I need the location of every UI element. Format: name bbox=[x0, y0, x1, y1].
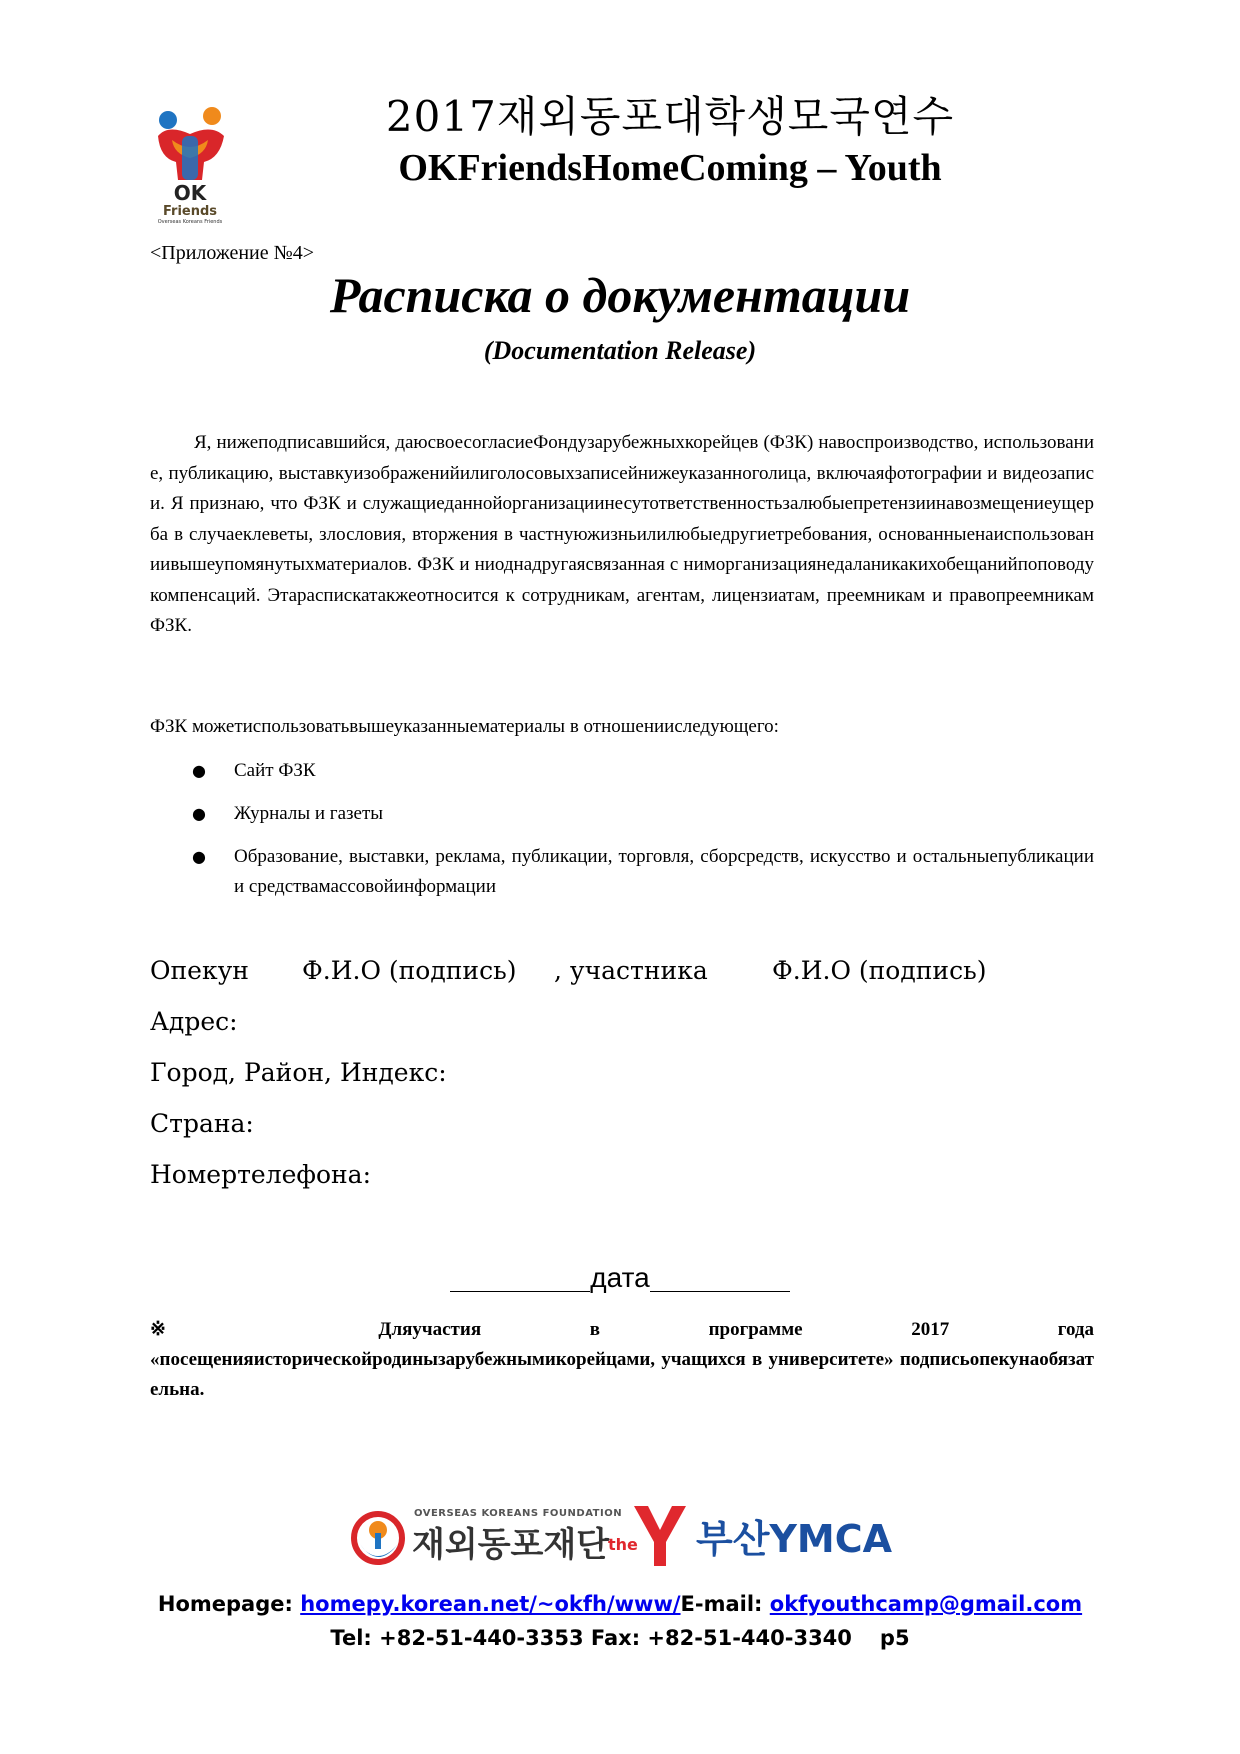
guardian-label: Опекун bbox=[150, 956, 249, 985]
foundation-name-ko: 재외동포재단 bbox=[412, 1525, 610, 1565]
address-field[interactable]: Адрес: bbox=[150, 1007, 238, 1036]
guardian-note bbox=[150, 1315, 1094, 1405]
homepage-label: Homepage: bbox=[157, 1592, 293, 1616]
header-title-english: OKFriendsHomeComing – Youth bbox=[398, 147, 942, 189]
footer-contact bbox=[0, 1592, 1240, 1616]
city-district-zip-field[interactable]: Город, Район, Индекс: bbox=[150, 1058, 447, 1087]
bullet-icon: ● bbox=[192, 804, 206, 823]
email-link[interactable]: okfyouthcamp@gmail.com bbox=[769, 1592, 1083, 1616]
logo-tagline: Overseas Koreans Friends bbox=[157, 219, 223, 224]
foundation-name-en: OVERSEAS KOREANS FOUNDATION bbox=[414, 1508, 623, 1519]
bullet-icon: ● bbox=[192, 847, 206, 866]
participant-label: , участника bbox=[554, 956, 708, 985]
homepage-link[interactable]: homepy.korean.net/~okfh/www/ bbox=[300, 1592, 681, 1616]
bullet-icon: ● bbox=[192, 761, 206, 780]
tel-fax: Tel: +82-51-440-3353 Fax: +82-51-440-3340 bbox=[330, 1626, 852, 1650]
uses-list bbox=[150, 756, 1094, 915]
footer-phone bbox=[0, 1626, 1240, 1650]
release-paragraph: Я, нижеподписавшийся, даюсвоесогласиеФондузарубежныхкорейцев (ФЗК) навоспроизводство, использование, публикацию, выставкуизображенийилиголосовыхзаписейнижеуказанноголица, включаяфотографии и видеозаписи. Я признаю, что ФЗК и служащиеданнойорганизациинесутответственностьзалюбыепретензиинавозмещениеущерба в случаеклеветы, злословия, вторжения в частнуюжизньилилюбыедругиетребования, основанныенаиспользованиивышеупомянутыхматериалов. ФЗК и ниоднадругаясвязанная с ниморганизациянедаланикакихобещанийпоповодукомпенсаций. Этараспискатакжеотносится к сотрудникам, агентам, лицензиатам, преемникам и правопреемникам ФЗК. bbox=[150, 432, 1094, 636]
signature-row bbox=[150, 956, 1050, 990]
phone-number-field[interactable]: Номертелефона: bbox=[150, 1160, 372, 1189]
page-number: p5 bbox=[879, 1626, 910, 1650]
ymca-the: the bbox=[608, 1535, 638, 1554]
list-item bbox=[150, 842, 1094, 902]
ymca-y-icon bbox=[634, 1506, 686, 1566]
appendix-label: <Приложение №4> bbox=[150, 242, 314, 264]
list-item-text: Сайт ФЗК bbox=[234, 760, 316, 781]
note-rest: «посещенияисторическойродинызарубежнымикорейцами, учащихся в университете» подписьопекунаобязательна. bbox=[150, 1349, 1094, 1400]
email-label: E-mail: bbox=[680, 1592, 763, 1616]
ymca-name: 부산YMCA bbox=[696, 1517, 893, 1561]
date-field[interactable] bbox=[450, 1262, 790, 1294]
uses-intro: ФЗК можетиспользоватьвышеуказанныематериалы в отношенииследующего: bbox=[150, 716, 779, 737]
logo-wordmark-friends: Friends bbox=[162, 204, 218, 219]
guardian-name-signature-field[interactable]: Ф.И.О (подпись) bbox=[302, 956, 517, 985]
document-title: Расписка о документации bbox=[329, 267, 911, 323]
list-item bbox=[150, 756, 1094, 786]
note-first-line bbox=[150, 1315, 1094, 1345]
logo-wordmark-ok: OK bbox=[173, 181, 207, 205]
note-line1: Дляучастия в программе 2017 года bbox=[378, 1319, 1095, 1340]
okf-emblem-icon bbox=[354, 1514, 402, 1562]
document-subtitle: (Documentation Release) bbox=[483, 336, 757, 365]
date-label: дата bbox=[590, 1262, 650, 1293]
list-item bbox=[150, 799, 1094, 829]
country-field[interactable]: Страна: bbox=[150, 1109, 254, 1138]
header-title-korean: 2017재외동포대학생모국연수 bbox=[385, 92, 955, 141]
note-mark-icon: ※ bbox=[150, 1319, 270, 1340]
list-item-text: Журналы и газеты bbox=[234, 803, 384, 824]
list-item-text: Образование, выставки, реклама, публикации, торговля, сборсредств, искусство и остальныепубликации и средствамассовойинформации bbox=[234, 846, 1094, 897]
sponsor-logos bbox=[348, 1500, 908, 1572]
participant-name-signature-field[interactable]: Ф.И.О (подпись) bbox=[772, 956, 987, 985]
